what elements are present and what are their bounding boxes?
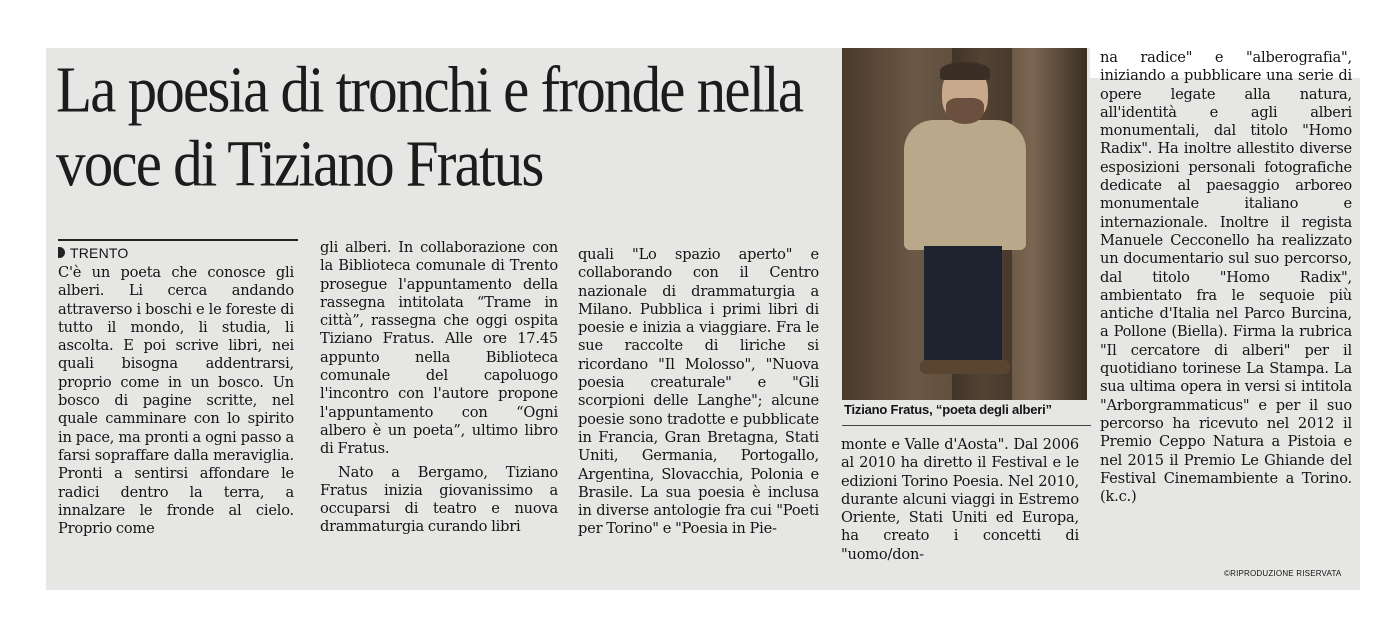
photo-figure-legs: [924, 246, 1002, 364]
paragraph: monte e Valle d'Aosta". Dal 2006 al 2010 ha diretto il Festival e le edizioni Torino Poesia. Nel 2010, durante alcuni viaggi in Estremo Oriente, Stati Uniti ed Europa, ha creato i concetti di "uomo/don-: [841, 436, 1079, 563]
article-column-3: [578, 246, 819, 539]
headline: La poesia di tronchi e fronde nella voce di Tiziano Fratus: [56, 52, 803, 200]
dateline: [58, 239, 298, 262]
article-column-5: [1100, 49, 1352, 506]
paragraph: gli alberi. In collaborazione con la Biblioteca comunale di Trento prosegue l'appuntamento della rassegna intitolata “Trame in città”, rassegna che oggi ospita Tiziano Fratus. Alle ore 17.45 appunto nella Biblioteca comunale del capoluogo l'incontro con l'autore propone l'appuntamento con “Ogni albero è un poeta”, ultimo libro di Fratus.: [320, 239, 558, 458]
dateline-text: TRENTO: [70, 244, 129, 261]
dateline-bullet-icon: [58, 247, 65, 258]
paragraph: quali "Lo spazio aperto" e collaborando con il Centro nazionale di drammaturgia a Milano. Pubblica i primi libri di poesie e inizia a viaggiare. Fra le sue raccolte di liriche si ricordano "Il Molosso", "Nuova poesia creaturale" e "Gli scorpioni delle Langhe"; alcune poesie sono tradotte e pubblicate in Francia, Gran Bretagna, Stati Uniti, Germania, Portogallo, Argentina, Slovacchia, Polonia e Brasile. La sua poesia è inclusa in diverse antologie fra cui "Poeti per Torino" e "Poesia in Pie-: [578, 246, 819, 538]
article-column-4: [841, 436, 1079, 564]
photo-figure-shoes: [920, 360, 1010, 374]
paragraph: na radice" e "alberografia", iniziando a pubblicare una serie di opere legate alla natura, all'identità e agli alberi monumentali, dal titolo "Homo Radix". Ha inoltre allestito diverse esposizioni personali fotografiche dedicate al paesaggio arboreo monumentale italiano e internazionale. Inoltre il regista Manuele Cecconello ha realizzato un documentario sul suo percorso, dal titolo "Homo Radix", ambientato fra le sequoie più antiche d'Italia nel Parco Burcina, a Pollone (Biella). Firma la rubrica "Il cercatore di alberi" per il quotidiano torinese La Stampa. La sua ultima opera in versi si intitola "Arborgrammaticus" e per il suo percorso ha ricevuto nel 2012 il Premio Ceppo Natura a Pistoia e nel 2015 il Premio Le Ghiande del Festival Cinemambiente a Torino. (k.c.): [1100, 49, 1352, 506]
paragraph: Nato a Bergamo, Tiziano Fratus inizia giovanissimo a occuparsi di teatro e nuova drammaturgia curando libri: [320, 463, 558, 536]
photo-caption: Tiziano Fratus, “poeta degli alberi”: [844, 402, 1052, 417]
author-photo: [842, 48, 1087, 400]
article-column-1: [58, 264, 294, 538]
photo-figure-coat: [904, 120, 1026, 250]
caption-rule: [842, 425, 1091, 426]
paragraph: C'è un poeta che conosce gli alberi. Li cerca andando attraverso i boschi e le foreste di tutto il mondo, li studia, li ascolta. E poi scrive libri, nei quali bisogna addentrarsi, proprio come in un bosco. Un bosco di pagine scritte, nel quale camminare con lo spirito in pace, ma pronti a ogni passo a farsi sopraffare dalla meraviglia. Pronti a sentirsi affondare le radici dentro la terra, a innalzare le fronde al cielo. Proprio come: [58, 264, 294, 538]
photo-figure-hair: [940, 62, 990, 80]
photo-figure-beard: [946, 98, 984, 124]
article-column-2: [320, 239, 558, 537]
copyright-credit: ©RIPRODUZIONE RISERVATA: [1224, 569, 1342, 578]
